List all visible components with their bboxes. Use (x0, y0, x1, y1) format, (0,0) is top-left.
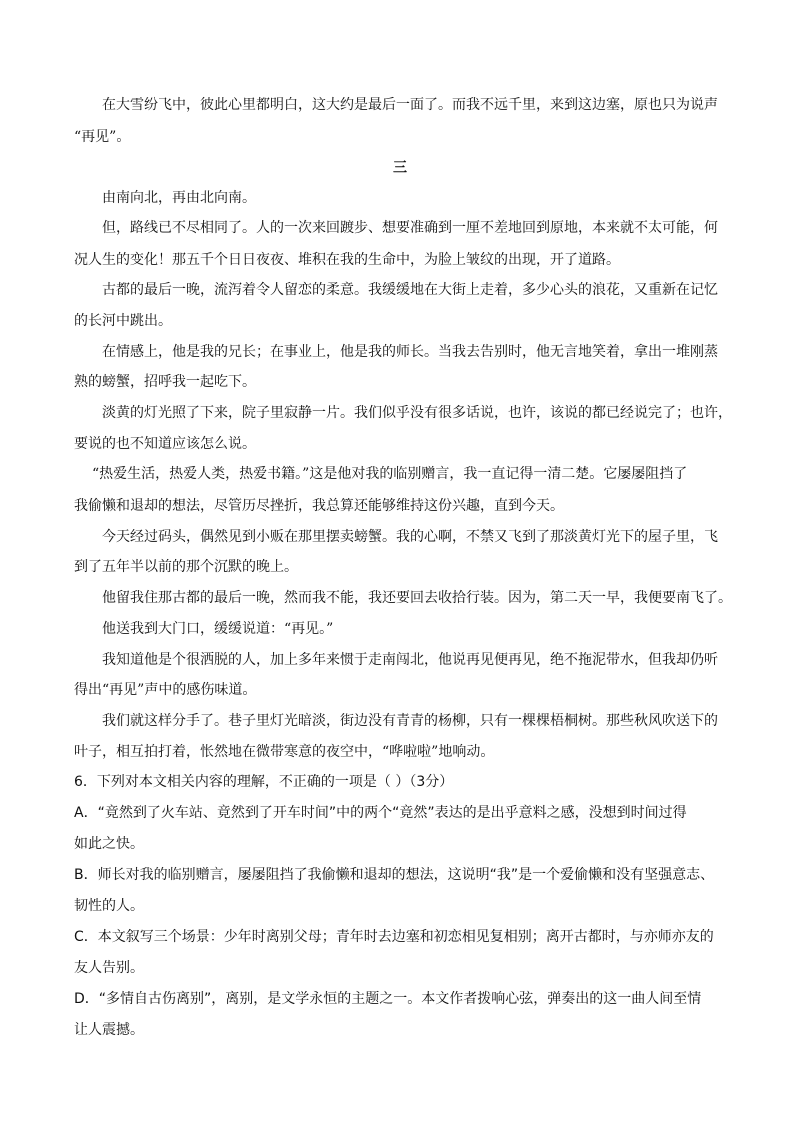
paragraph-line: 到了五年半以前的那个沉默的晚上。 (74, 559, 298, 575)
paragraph-line: 我们就这样分手了。巷子里灯光暗淡，街边没有青青的杨柳，只有一棵棵梧桐树。那些秋风吹送下的 (102, 713, 718, 729)
paragraph-line: “再见”。 (74, 129, 131, 145)
paragraph-line: 在大雪纷飞中，彼此心里都明白，这大约是最后一面了。而我不远千里，来到这边塞，原也只为说声 (102, 97, 718, 113)
option-a-line: A．“竟然到了火车站、竟然到了开车时间”中的两个“竟然”表达的是出乎意料之感，没想到时间过得 (74, 805, 687, 821)
option-b-line: B．师长对我的临别赠言，屡屡阻挡了我偷懒和退却的想法，这说明“我”是一个爱偷懒和没有坚强意志、 (74, 867, 715, 883)
option-c-line: C．本文叙写三个场景：少年时离别父母；青年时去边塞和初恋相见复相别；离开古都时，与亦师亦友的 (74, 929, 714, 945)
option-a-line: 如此之快。 (74, 836, 144, 852)
section-heading: 三 (393, 160, 407, 176)
paragraph-line: 他送我到大门口，缓缓说道：“再见。” (102, 621, 334, 637)
question-stem: 6．下列对本文相关内容的理解，不正确的一项是（ ）（3分） (74, 774, 454, 790)
option-b-line: 韧性的人。 (74, 898, 144, 914)
paragraph-line: “热爱生活，热爱人类，热爱书籍。”这是他对我的临别赠言，我一直记得一清二楚。它屡屡阻挡了 (92, 466, 688, 482)
paragraph-line: 要说的也不知道应该怎么说。 (74, 436, 256, 452)
paragraph-line: 我知道他是个很洒脱的人，加上多年来惯于走南闯北，他说再见便再见，绝不拖泥带水，但我却仍听 (102, 652, 718, 668)
paragraph-line: 的长河中跳出。 (74, 313, 172, 329)
option-d-line: D．“多情自古伤离别”，离别，是文学永恒的主题之一。本文作者拨响心弦，弹奏出的这一曲人间至情 (74, 991, 702, 1007)
paragraph-line: 熟的螃蟹，招呼我一起吃下。 (74, 374, 256, 390)
paragraph-line: 但，路线已不尽相同了。人的一次来回踱步、想要准确到一厘不差地回到原地，本来就不太可能，何 (102, 220, 718, 236)
paragraph-line: 得出“再见”声中的感伤味道。 (74, 682, 257, 698)
option-c-line: 友人告别。 (74, 960, 144, 976)
paragraph-line: 况人生的变化！那五千个日日夜夜、堆积在我的生命中，为脸上皱纹的出现，开了道路。 (74, 252, 620, 268)
paragraph-line: 由南向北，再由北向南。 (102, 190, 256, 206)
paragraph-line: 古都的最后一晚，流泻着令人留恋的柔意。我缓缓地在大街上走着，多少心头的浪花，又重新在记忆 (102, 282, 718, 298)
paragraph-line: 他留我住那古都的最后一晚，然而我不能，我还要回去收拾行装。因为，第二天一早，我便要南飞了。 (102, 590, 732, 606)
paragraph-line: 我偷懒和退却的想法，尽管历尽挫折，我总算还能够维持这份兴趣，直到今天。 (74, 498, 564, 514)
paragraph-line: 今天经过码头，偶然见到小贩在那里摆卖螃蟹。我的心啊，不禁又飞到了那淡黄灯光下的屋子里，飞 (102, 529, 718, 545)
option-d-line: 让人震撼。 (74, 1022, 144, 1038)
paragraph-line: 叶子，相互拍打着，怅然地在微带寒意的夜空中，“哗啦啦”地响动。 (74, 744, 495, 760)
paragraph-line: 淡黄的灯光照了下来，院子里寂静一片。我们似乎没有很多话说，也许，该说的都已经说完了；也许， (102, 405, 732, 421)
paragraph-line: 在情感上，他是我的兄长；在事业上，他是我的师长。当我去告别时，他无言地笑着，拿出一堆刚蒸 (102, 344, 718, 360)
